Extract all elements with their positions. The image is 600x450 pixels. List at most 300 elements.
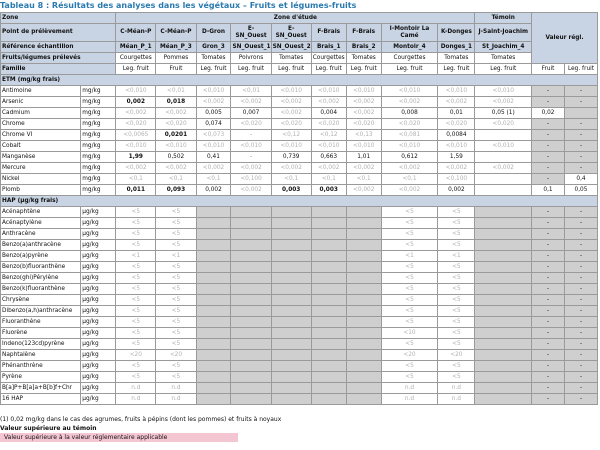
unit-cell: mg/kg [81,174,116,185]
parameter-name: Naphtalène [1,350,81,361]
famille-row-cell: Fruit [156,64,196,75]
value-cell [196,262,231,273]
regulatory-value-cell: 0,1 [532,185,565,196]
famille-row-cell: Leg. fruit [311,64,346,75]
regulatory-value-cell: - [564,229,597,240]
value-cell [271,306,311,317]
value-cell: <5 [381,361,438,372]
value-cell [346,273,381,284]
regulatory-value-cell: - [564,97,597,108]
regulatory-value-cell: - [564,372,597,383]
value-cell [311,295,346,306]
value-cell [231,383,271,394]
value-cell [271,251,311,262]
regulatory-value-cell: - [564,394,597,405]
value-cell: <0,010 [381,86,438,97]
value-cell [271,361,311,372]
value-cell: <0,010 [475,141,532,152]
parameter-name: Acénaptylène [1,218,81,229]
value-cell: <0,020 [438,119,475,130]
value-cell: 0,093 [156,185,196,196]
parameter-name: Antimoine [1,86,81,97]
table-row [1,141,598,152]
hap-group-row [1,196,598,207]
regulatory-value-cell: - [564,119,597,130]
ref-row-cell: Montoir_4 [381,42,438,53]
value-cell: <0,13 [346,130,381,141]
value-cell [271,229,311,240]
regulatory-value-cell: - [532,339,565,350]
value-cell: n.d [381,383,438,394]
table-row [1,372,598,383]
regulatory-value-cell: - [532,207,565,218]
parameter-name: Chrome VI [1,130,81,141]
value-cell: <0,020 [311,119,346,130]
value-cell [271,339,311,350]
value-cell [475,218,532,229]
value-cell [196,350,231,361]
value-cell: <0,002 [475,163,532,174]
value-cell: <0,002 [156,163,196,174]
value-cell [346,317,381,328]
value-cell: 0,011 [116,185,156,196]
value-cell: 0,0201 [156,130,196,141]
parameter-name: Plomb [1,185,81,196]
unit-cell: mg/kg [81,119,116,130]
value-cell [311,262,346,273]
value-cell: <5 [438,306,475,317]
table-row [1,240,598,251]
ref-row-cell: Brais_1 [311,42,346,53]
regulatory-value-cell: - [564,152,597,163]
value-cell [231,262,271,273]
value-cell: 0,005 [196,108,231,119]
value-cell [196,229,231,240]
value-cell: <1 [156,251,196,262]
value-cell [475,361,532,372]
value-cell: <5 [438,218,475,229]
value-cell [346,218,381,229]
point-row-cell: F-Brais [346,24,381,42]
regulatory-value-cell: - [532,218,565,229]
regulatory-value-cell: - [532,328,565,339]
value-cell [196,328,231,339]
parameter-name: Mercure [1,163,81,174]
table-row [1,273,598,284]
value-cell: <0,002 [116,163,156,174]
parameter-name: Chrysène [1,295,81,306]
value-cell [475,295,532,306]
value-cell: <0,020 [116,119,156,130]
value-cell: 0,002 [196,185,231,196]
value-cell [196,207,231,218]
value-cell: <5 [156,240,196,251]
value-cell [475,350,532,361]
famille-row [1,64,598,75]
parameter-name: Benzo(a)pyrène [1,251,81,262]
value-cell [271,383,311,394]
value-cell: <20 [116,350,156,361]
value-cell [311,240,346,251]
value-cell: <5 [116,240,156,251]
value-cell: <0,002 [271,97,311,108]
temoin-legend: Valeur supérieure au témoin [0,425,97,432]
unit-cell: mg/kg [81,97,116,108]
value-cell [475,229,532,240]
table-row [1,394,598,405]
value-cell [475,317,532,328]
parameter-name: 16 HAP [1,394,81,405]
point-row-cell: I-Montoir La Camé [381,24,438,42]
zone-etude-label: Zone d'étude [116,13,475,24]
regulatory-value-cell: - [532,394,565,405]
value-cell [196,240,231,251]
value-cell [231,207,271,218]
regulatory-value-cell: - [532,152,565,163]
regulatory-value-cell: - [564,306,597,317]
parameter-name: B[a]P+B[a]a+B[b]f+Chr [1,383,81,394]
famille-row-cell: Leg. fruit [475,64,532,75]
fruits-row-cell: Courgettes [381,53,438,64]
regulatory-value-cell: - [532,295,565,306]
regulatory-value-cell: - [564,350,597,361]
unit-cell: µg/kg [81,394,116,405]
value-cell [311,372,346,383]
value-cell: <5 [156,339,196,350]
regulatory-value-cell: - [564,383,597,394]
value-cell [311,361,346,372]
unit-cell: mg/kg [81,152,116,163]
fruits-row-cell: Tomates [196,53,231,64]
value-cell [475,339,532,350]
value-cell: <20 [381,350,438,361]
table-row [1,339,598,350]
value-cell [311,273,346,284]
regulatory-value-cell: - [532,317,565,328]
value-cell [196,218,231,229]
parameter-name: Pyrène [1,372,81,383]
regulatory-value-cell: - [532,130,565,141]
value-cell: <5 [156,218,196,229]
value-cell [311,229,346,240]
value-cell: 0,612 [381,152,438,163]
hap-group-label: HAP (µg/kg frais) [1,196,598,207]
value-cell [346,284,381,295]
value-cell [196,361,231,372]
regulatory-value-cell: - [564,295,597,306]
value-cell: <20 [438,350,475,361]
regulatory-value-cell: 0,05 [564,185,597,196]
value-cell: <5 [438,262,475,273]
value-cell: <5 [116,317,156,328]
value-cell: 0,002 [438,185,475,196]
value-cell: <0,010 [271,141,311,152]
unit-cell: µg/kg [81,218,116,229]
regulatory-value-cell: - [532,284,565,295]
point-row-label: Point de prélèvement [1,24,116,42]
value-cell: <5 [156,361,196,372]
value-cell [196,273,231,284]
value-cell [271,218,311,229]
value-cell: <20 [156,350,196,361]
value-cell: <0,002 [346,163,381,174]
results-table [0,12,598,405]
value-cell [346,262,381,273]
famille-row-label: Famille [1,64,116,75]
point-row-cell: K-Donges [438,24,475,42]
regulatory-value-cell: - [564,284,597,295]
value-cell: <0,1 [271,174,311,185]
value-cell [346,251,381,262]
value-cell: <0,002 [231,163,271,174]
value-cell [346,207,381,218]
value-cell: <0,010 [116,86,156,97]
value-cell [196,317,231,328]
ref-row-cell: SN_Ouest_1 [231,42,271,53]
value-cell: n.d [438,394,475,405]
results-table-body [1,13,598,405]
parameter-name: Phénanthrène [1,361,81,372]
famille-row-cell: Leg. fruit [564,64,597,75]
value-cell: n.d [381,394,438,405]
ref-row-label: Référence échantillon [1,42,116,53]
regulatory-value-cell: - [564,273,597,284]
value-cell: 0,003 [271,185,311,196]
footnote: (1) 0,02 mg/kg dans le cas des agrumes, fruits à pépins (dont les pommes) et fruits à noyaux [0,416,282,423]
value-cell: <0,010 [116,141,156,152]
unit-cell: µg/kg [81,229,116,240]
value-cell: - [231,130,271,141]
value-cell [475,174,532,185]
value-cell [311,306,346,317]
value-cell [475,240,532,251]
value-cell [271,295,311,306]
value-cell: <5 [381,372,438,383]
table-row [1,152,598,163]
regulatory-value-cell: - [532,163,565,174]
unit-cell: mg/kg [81,130,116,141]
regulatory-value-cell: - [564,130,597,141]
value-cell [346,383,381,394]
regulatory-value-cell: - [532,141,565,152]
table-row [1,185,598,196]
value-cell: <5 [438,229,475,240]
regulatory-value-cell: - [564,141,597,152]
value-cell [271,284,311,295]
value-cell: 0,004 [311,108,346,119]
value-cell: <0,020 [475,119,532,130]
value-cell: n.d [156,383,196,394]
value-cell: <5 [381,339,438,350]
table-row [1,251,598,262]
value-cell: 0,01 [438,108,475,119]
value-cell: <5 [116,328,156,339]
value-cell: 0,008 [381,108,438,119]
table-row [1,207,598,218]
value-cell: <0,010 [271,86,311,97]
fruits-row-cell: Tomates [438,53,475,64]
value-cell [311,207,346,218]
famille-row-cell: Leg. fruit [116,64,156,75]
table-row [1,361,598,372]
value-cell: <5 [156,229,196,240]
value-cell: <0,010 [438,86,475,97]
fruits-row-cell: Tomates [271,53,311,64]
value-cell [271,207,311,218]
table-row [1,306,598,317]
value-cell: <5 [116,372,156,383]
regulatory-value-cell: - [564,218,597,229]
value-cell: 0,007 [231,108,271,119]
value-cell: <5 [438,361,475,372]
unit-cell: µg/kg [81,328,116,339]
value-cell: <0,12 [311,130,346,141]
fruits-row-cell: Pommes [156,53,196,64]
value-cell: <5 [438,295,475,306]
value-cell: <1 [438,251,475,262]
regulatory-value-cell: - [564,262,597,273]
value-cell [231,240,271,251]
value-cell: n.d [156,394,196,405]
value-cell [346,350,381,361]
value-cell [231,295,271,306]
value-cell: <0,010 [438,141,475,152]
unit-cell: µg/kg [81,306,116,317]
regulatory-value-cell: - [532,251,565,262]
regulatory-value-cell: - [564,207,597,218]
value-cell: <5 [438,207,475,218]
value-cell [196,284,231,295]
regulatory-value-cell: - [564,339,597,350]
regulatory-value-cell: - [532,119,565,130]
value-cell: <0,002 [381,97,438,108]
value-cell: <5 [156,372,196,383]
value-cell [271,328,311,339]
value-cell [271,273,311,284]
value-cell: <0,010 [196,141,231,152]
unit-cell: mg/kg [81,185,116,196]
value-cell: <5 [381,317,438,328]
ref-row-cell: Méan_P_3 [156,42,196,53]
value-cell: <0,100 [438,174,475,185]
zone-label: Zone [1,13,116,24]
ref-row-cell: Gron_3 [196,42,231,53]
famille-row-cell: Leg. fruit [271,64,311,75]
regulatory-value-cell: - [532,383,565,394]
table-notes [0,415,600,442]
value-cell: <0,1 [381,174,438,185]
unit-cell: µg/kg [81,240,116,251]
value-cell: 0,018 [156,97,196,108]
value-cell: <5 [116,295,156,306]
parameter-name: Cadmium [1,108,81,119]
value-cell: <5 [156,317,196,328]
value-cell: <5 [381,273,438,284]
value-cell [231,273,271,284]
value-cell [196,306,231,317]
value-cell: <0,002 [156,108,196,119]
fruits-row-cell: Courgettes [311,53,346,64]
fruits-row-cell: Tomates [346,53,381,64]
value-cell: <5 [156,262,196,273]
parameter-name: Nickel [1,174,81,185]
value-cell [311,218,346,229]
regulatory-value-cell: - [564,317,597,328]
table-row [1,174,598,185]
value-cell [475,185,532,196]
value-cell [346,361,381,372]
regulatory-value-cell: - [532,262,565,273]
value-cell: <0,0065 [116,130,156,141]
value-cell [346,240,381,251]
regulatory-value-cell: - [532,86,565,97]
regulatory-value-cell: - [564,328,597,339]
value-cell: <0,073 [196,130,231,141]
value-cell [196,251,231,262]
unit-cell: µg/kg [81,251,116,262]
value-cell [231,306,271,317]
value-cell: 0,074 [196,119,231,130]
unit-cell: µg/kg [81,284,116,295]
table-row [1,119,598,130]
value-cell: <0,002 [116,108,156,119]
value-cell: <0,1 [346,174,381,185]
ref-row [1,42,598,53]
value-cell: <0,100 [231,174,271,185]
parameter-name: Cobalt [1,141,81,152]
parameter-name: Manganèse [1,152,81,163]
value-cell: <0,010 [475,86,532,97]
value-cell: <5 [381,284,438,295]
value-cell [231,328,271,339]
table-title: Tableau 8 : Résultats des analyses dans les végétaux – Fruits et légumes-fruits [0,1,357,10]
value-cell: - [231,152,271,163]
regulatory-value-cell: - [532,350,565,361]
value-cell: <0,002 [271,163,311,174]
value-cell: 0,663 [311,152,346,163]
parameter-name: Fluoranthène [1,317,81,328]
value-cell: <5 [116,361,156,372]
value-cell: <5 [156,273,196,284]
value-cell: n.d [438,383,475,394]
value-cell: <5 [116,229,156,240]
value-cell [231,218,271,229]
regulatory-value-cell: - [532,174,565,185]
value-cell [346,328,381,339]
value-cell: <5 [438,328,475,339]
value-cell: 0,0084 [438,130,475,141]
value-cell [231,350,271,361]
unit-cell: µg/kg [81,339,116,350]
value-cell: <1 [381,251,438,262]
table-row [1,295,598,306]
value-cell: <0,010 [156,141,196,152]
value-cell [231,372,271,383]
value-cell: <0,1 [196,174,231,185]
regulatory-value-cell: - [532,361,565,372]
value-cell [196,372,231,383]
table-row [1,130,598,141]
value-cell: <0,12 [271,130,311,141]
value-cell: <0,002 [346,97,381,108]
fruits-row [1,53,598,64]
value-cell [231,284,271,295]
value-cell: <5 [156,328,196,339]
regulatory-value-cell: 0,4 [564,174,597,185]
value-cell [311,394,346,405]
value-cell: <5 [438,284,475,295]
parameter-name: Indeno(123cd)pyrène [1,339,81,350]
